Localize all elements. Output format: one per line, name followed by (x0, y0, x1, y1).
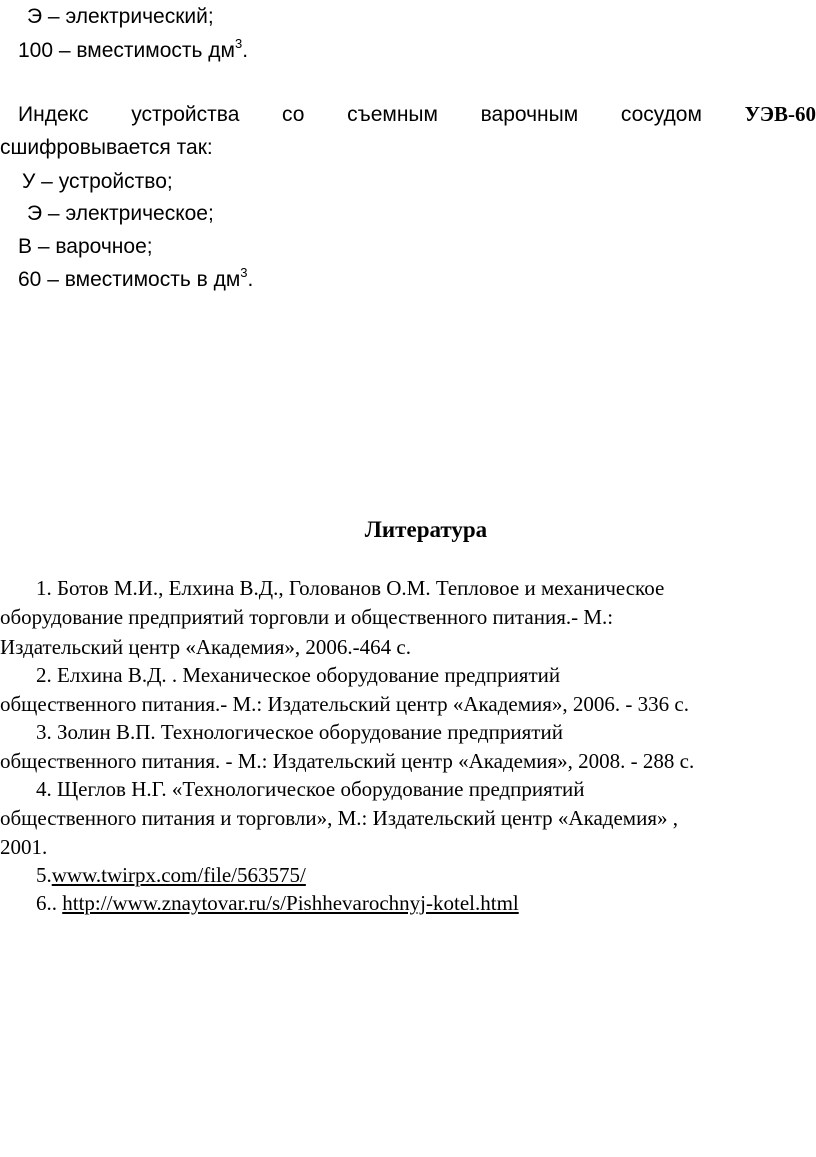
literature-item-5: 5.www.twirpx.com/file/563575/ (36, 863, 306, 887)
intro-line-electric: Э – электрический; (27, 5, 214, 28)
literature-line: Издательский центр «Академия», 2006.-464 с. (0, 635, 411, 659)
znaytovar-link[interactable]: http://www.znaytovar.ru/s/Pishhevarochnyj-kotel.html (62, 891, 519, 915)
literature-line: общественного питания и торговли», М.: Издательский центр «Академия» , (0, 806, 678, 830)
literature-line: оборудование предприятий торговли и общественного питания.- М.: (0, 605, 614, 629)
paragraph-first-line: Индекс устройства со съемным варочным сосудом УЭВ-60 (18, 102, 816, 126)
literature-line: 2001. (0, 835, 48, 859)
legend-line-electric: Э – электрическое; (27, 202, 214, 225)
device-index: УЭВ-60 (744, 102, 816, 126)
literature-item-6: 6.. http://www.znaytovar.ru/s/Pishhevarochnyj-kotel.html (36, 891, 519, 915)
literature-line: 2. Елхина В.Д. . Механическое оборудование предприятий (36, 663, 561, 687)
twirpx-link[interactable]: www.twirpx.com/file/563575/ (51, 863, 306, 887)
literature-line: 1. Ботов М.И., Елхина В.Д., Голованов О.М. Тепловое и механическое (36, 576, 665, 600)
paragraph-continuation: сшифровывается так: (0, 136, 213, 159)
literature-line: общественного питания. - М.: Издательский центр «Академия», 2008. - 288 с. (0, 749, 695, 773)
legend-line-device: У – устройство; (22, 170, 173, 193)
literature-line: общественного питания.- М.: Издательский центр «Академия», 2006. - 336 с. (0, 692, 689, 716)
literature-line: 4. Щеглов Н.Г. «Технологическое оборудование предприятий (36, 777, 585, 801)
legend-line-capacity: 60 – вместимость в $дм^3$. (18, 265, 254, 291)
intro-line-capacity: 100 – вместимость $дм^3$. (18, 36, 249, 62)
literature-line: 3. Золин В.П. Технологическое оборудование предприятий (36, 720, 563, 744)
literature-heading: Литература (364, 517, 488, 542)
legend-line-cooking: В – варочное; (18, 235, 153, 258)
